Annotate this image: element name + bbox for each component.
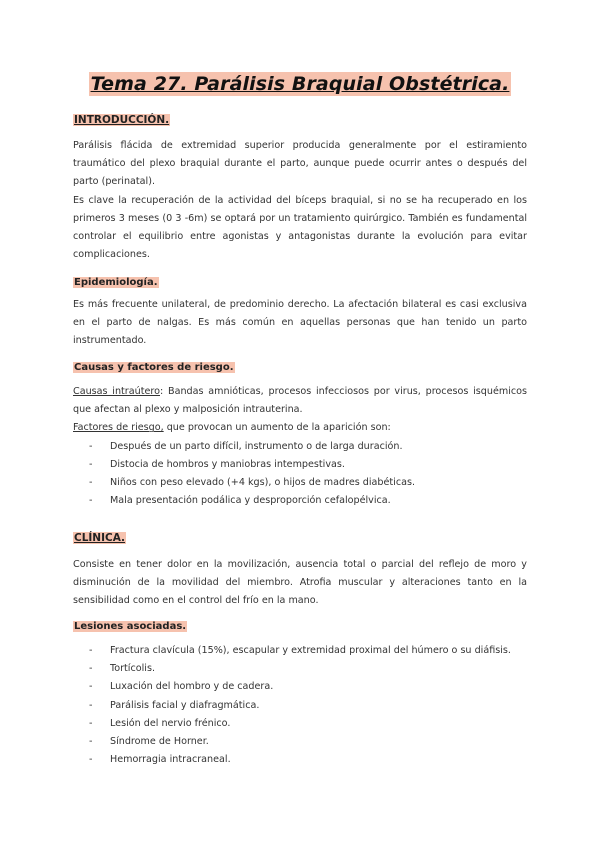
causes-intrauterine-paragraph [73, 383, 527, 419]
list-item: - Fractura clavícula (15%), escapular y extremidad proximal del húmero o su diáfisis. [73, 642, 527, 660]
intro-section [73, 114, 527, 126]
clinic-body [73, 556, 527, 611]
list-item: - Niños con peso elevado (+4 kgs), o hijos de madres diabéticas. [73, 474, 527, 492]
page-title: Tema 27. Parálisis Braquial Obstétrica. [90, 73, 510, 95]
list-item: - Distocia de hombros y maniobras intempestivas. [73, 456, 527, 474]
list-item: - Después de un parto difícil, instrumento o de larga duración. [73, 438, 527, 456]
clinic-paragraph: Consiste en tener dolor en la movilización, ausencia total o parcial del reflejo de moro y disminución de la movilidad del miembro. Atrofia muscular y alteraciones tanto en la sensibilidad como en el control del frío en la mano. [73, 559, 527, 607]
list-item: - Lesión del nervio frénico. [73, 715, 527, 733]
clinic-section [73, 532, 527, 544]
list-item: - Parálisis facial y diafragmática. [73, 697, 527, 715]
epidemiology-section [73, 277, 527, 288]
epidemiology-body [73, 296, 527, 351]
causes-heading: Causas y factores de riesgo. [74, 362, 234, 373]
causes-section [73, 362, 527, 373]
causes-body [73, 383, 527, 510]
intrauterine-label: Causas intraútero [73, 386, 160, 397]
clinic-heading: CLÍNICA. [74, 532, 126, 544]
list-item: - Mala presentación podálica y desproporción cefalopélvica. [73, 492, 527, 510]
intro-heading: INTRODUCCIÓN. [74, 114, 170, 126]
intro-paragraph-1: Parálisis flácida de extremidad superior producida generalmente por el estiramiento traumático del plexo braquial durante el parto, aunque puede ocurrir antes o después del parto (perinatal). [73, 140, 527, 188]
intrauterine-text: : Bandas amnióticas, procesos infecciosos por virus, procesos isquémicos que afectan al plexo y malposición intrauterina. [73, 386, 527, 416]
epidemiology-paragraph: Es más frecuente unilateral, de predominio derecho. La afectación bilateral es casi exclusiva en el parto de nalgas. Es más común en aquellas personas que han tenido un parto instrumentado. [73, 299, 527, 347]
lesions-heading: Lesiones asociadas. [74, 621, 187, 632]
risk-factors-text: que provocan un aumento de la aparición son: [163, 422, 391, 434]
risk-factors-list [73, 438, 527, 511]
risk-factors-label: Factores de riesgo, [73, 422, 164, 434]
lesions-body [73, 642, 527, 769]
lesions-section [73, 621, 527, 632]
epidemiology-heading: Epidemiología. [74, 277, 158, 288]
intro-body [73, 137, 527, 264]
lesions-list [73, 642, 527, 769]
list-item: - Tortícolis. [73, 660, 527, 678]
title-block [0, 72, 600, 96]
list-item: - Hemorragia intracraneal. [73, 751, 527, 769]
intro-paragraph-2: Es clave la recuperación de la actividad del bíceps braquial, si no se ha recuperado en los primeros 3 meses (0 3 -6m) se optará por un tratamiento quirúrgico. También es fundamental controlar el equilibrio entre agonistas y antagonistas durante la evolución para evitar complicaciones. [73, 194, 527, 261]
list-item: - Luxación del hombro y de cadera. [73, 678, 527, 696]
risk-factors-paragraph [73, 419, 527, 437]
list-item: - Síndrome de Horner. [73, 733, 527, 751]
